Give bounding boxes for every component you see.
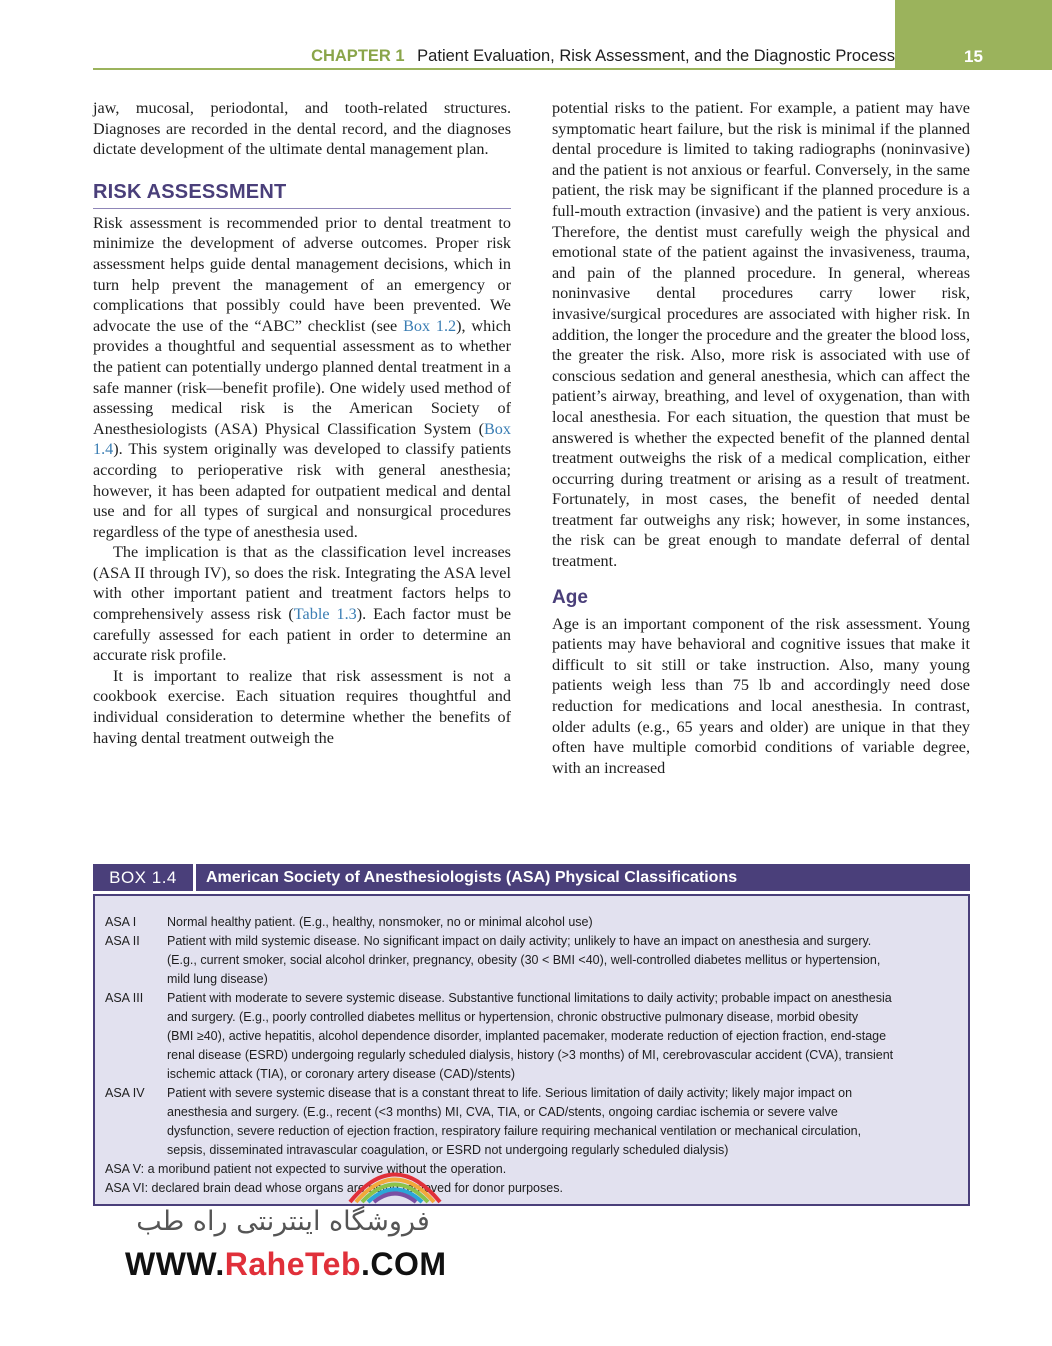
right-column — [552, 98, 970, 778]
box-1-4-link[interactable]: Box 1.4 — [93, 419, 511, 459]
risk-paragraph-1 — [93, 213, 511, 543]
risk-p1-text-b: ), which provides a thoughtful and sequential assessment as to whether the patient can potentially undergo planned dental treatment in a safe manner (risk—benefit profile). One widely used method of assessing medical risk is the American Society of Anesthesiologists (ASA) Physical Classification System ( — [93, 316, 511, 438]
watermark-url-suffix: .COM — [361, 1246, 447, 1282]
page-number: 15 — [964, 47, 983, 66]
header-rule — [93, 68, 895, 70]
asa-description-line: renal disease (ESRD) undergoing regularly scheduled dialysis, history (>3 months) of MI, cerebrovascular accident (CVA), transient — [167, 1048, 894, 1062]
watermark-arabic: فروشگاه اینترنتی راه طب — [136, 1206, 430, 1237]
asa-description-line: Normal healthy patient. (E.g., healthy, nonsmoker, no or minimal alcohol use) — [167, 915, 593, 929]
box-1-2-link[interactable]: Box 1.2 — [403, 316, 457, 335]
asa-description-line: Patient with moderate to severe systemic disease. Substantive functional limitations to daily activity; probable impact on anesthesia — [167, 991, 892, 1005]
asa-rows — [105, 913, 956, 1160]
asa-row — [105, 1084, 956, 1160]
asa-row — [105, 989, 956, 1084]
asa-description-line: and surgery. (E.g., poorly controlled diabetes mellitus or hypertension, chronic obstructive pulmonary disease, morbid obesity — [167, 1010, 859, 1024]
asa-v-line: ASA V: a moribund patient not expected to survive without the operation. — [105, 1162, 507, 1176]
subsection-heading-age: Age — [552, 586, 588, 608]
asa-description-line: (E.g., current smoker, social alcohol drinker, pregnancy, obesity (30 < BMI <40), well-controlled diabetes mellitus or hypertension, — [167, 953, 881, 967]
age-paragraph: Age is an important component of the risk assessment. Young patients may have behavioral and cognitive issues that make it difficult to sit still or take instruction. Also, many young patients weigh less than 75 lb and accordingly need dose reduction for medications and local anesthesia. In contrast, older adults (e.g., 65 years and older) are unique in that they often have multiple comorbid conditions of variable degree, with an increased — [552, 614, 970, 777]
page-number-tab — [895, 0, 1052, 70]
asa-description-line: anesthesia and surgery. (E.g., recent (<3 months) MI, CVA, TIA, or CAD/stents, ongoing cardiac ischemia or severe valve — [167, 1105, 838, 1119]
chapter-label: CHAPTER 1 — [311, 47, 405, 65]
asa-description — [167, 989, 956, 1084]
asa-row — [105, 913, 956, 932]
risk-paragraph-3: It is important to realize that risk assessment is not a cookbook exercise. Each situation requires thoughtful and individual consideration to determine whether the benefits of having dental treatment outweigh the — [93, 666, 511, 747]
box-heading: American Society of Anesthesiologists (ASA) Physical Classifications — [206, 868, 738, 886]
asa-description-line: ischemic attack (TIA), or coronary artery disease (CAD)/stents) — [167, 1067, 516, 1081]
book-logo-icon — [340, 1152, 450, 1212]
asa-row — [105, 932, 956, 989]
asa-code: ASA III — [105, 991, 144, 1005]
asa-description-line: mild lung disease) — [167, 972, 268, 986]
asa-description-line: sepsis, disseminated intravascular coagulation, or ESRD not undergoing regularly scheduled dialysis) — [167, 1143, 729, 1157]
risk-p1-text-c: ). This system originally was developed to classify patients according to perioperative risk with general anesthesia; however, it has been adapted for outpatient medical and dental use and for all types of surgical and nonsurgical procedures regardless of the type of anesthesia used. — [93, 440, 511, 541]
asa-code: ASA IV — [105, 1086, 145, 1100]
chapter-title: Patient Evaluation, Risk Assessment, and the Diagnostic Process — [417, 47, 895, 65]
watermark-url — [125, 1246, 447, 1283]
risk-p1-text-a: Risk assessment is recommended prior to dental treatment to minimize the development of adverse outcomes. Proper risk assessment helps guide dental management decisions, which in turn help prevent the management of an emergency or complications that possibly could have been prevented. We advocate the use of the “ABC” checklist (see — [93, 213, 511, 335]
asa-description — [167, 913, 956, 932]
left-column — [93, 98, 511, 748]
asa-description-line: dysfunction, severe reduction of ejection fraction, respiratory failure requiring mechanical ventilation or mechanical circulation, — [167, 1124, 862, 1138]
risk-paragraph-2 — [93, 542, 511, 666]
watermark-url-prefix: WWW. — [125, 1246, 225, 1282]
asa-description-line: Patient with severe systemic disease that is a constant threat to life. Serious limitation of daily activity; likely major impact on — [167, 1086, 853, 1100]
watermark-url-brand: RaheTeb — [224, 1246, 361, 1282]
asa-description-line: Patient with mild systemic disease. No significant impact on daily activity; unlikely to have an impact on anesthesia and surgery. — [167, 934, 872, 948]
running-header — [93, 44, 895, 68]
box-label: BOX 1.4 — [93, 864, 196, 891]
risk-continued-paragraph: potential risks to the patient. For example, a patient may have symptomatic heart failure, but the risk is minimal if the planned dental procedure is limited to taking radiographs (noninvasive) and the patient is not anxious or fearful. Conversely, in the same patient, the risk may be significant if the planned procedure is a full-mouth extraction (invasive) and the patient is very anxious. Therefore, the dentist must carefully weigh the physical and emotional state of the patient against the invasiveness, trauma, and pain of the planned procedure. In general, whereas noninvasive dental procedures carry lower risk, invasive/surgical procedures are associated with higher risk. In addition, the longer the procedure and the greater the blood loss, the greater the risk. Also, more risk is associated with use of conscious sedation and general anesthesia, which can affect the patient’s airway, breathing, and level of oxygenation, than with local anesthesia. For each situation, the question that must be answered is whether the expected benefit of the planned dental treatment outweighs the risk of a medical complication, either occurring during treatment or arising as a result of treatment. Fortunately, in most cases, the benefit of needed dental treatment far outweighs any risk; however, in some instances, the risk can be great enough to mandate deferral of dental treatment. — [552, 99, 970, 571]
asa-vi-line: ASA VI: declared brain dead whose organs are being removed for donor purposes. — [105, 1181, 563, 1195]
asa-description — [167, 932, 956, 989]
risk-p2-text-a: The implication is that as the classification level increases (ASA II through IV), so does the risk. Integrating the ASA level with other important patient and treatment factors helps to comprehensively assess risk ( — [93, 543, 511, 624]
asa-classification-box — [93, 894, 970, 1206]
box-title-bar — [93, 864, 970, 891]
section-heading-risk-assessment: RISK ASSESSMENT — [93, 180, 511, 209]
asa-description — [167, 1084, 956, 1160]
asa-code: ASA I — [105, 915, 137, 929]
asa-description-line: (BMI ≥40), active hepatitis, alcohol dependence disorder, implanted pacemaker, moderate reduction of ejection fraction, end-stage — [167, 1029, 887, 1043]
risk-p2-text-b: ). Each factor must be carefully assessed for each patient in order to determine an accurate risk profile. — [93, 605, 512, 665]
asa-code: ASA II — [105, 934, 140, 948]
table-1-3-link[interactable]: Table 1.3 — [293, 605, 357, 624]
intro-paragraph: jaw, mucosal, periodontal, and tooth-related structures. Diagnoses are recorded in the dental record, and the diagnoses dictate development of the ultimate dental management plan. — [93, 99, 511, 159]
